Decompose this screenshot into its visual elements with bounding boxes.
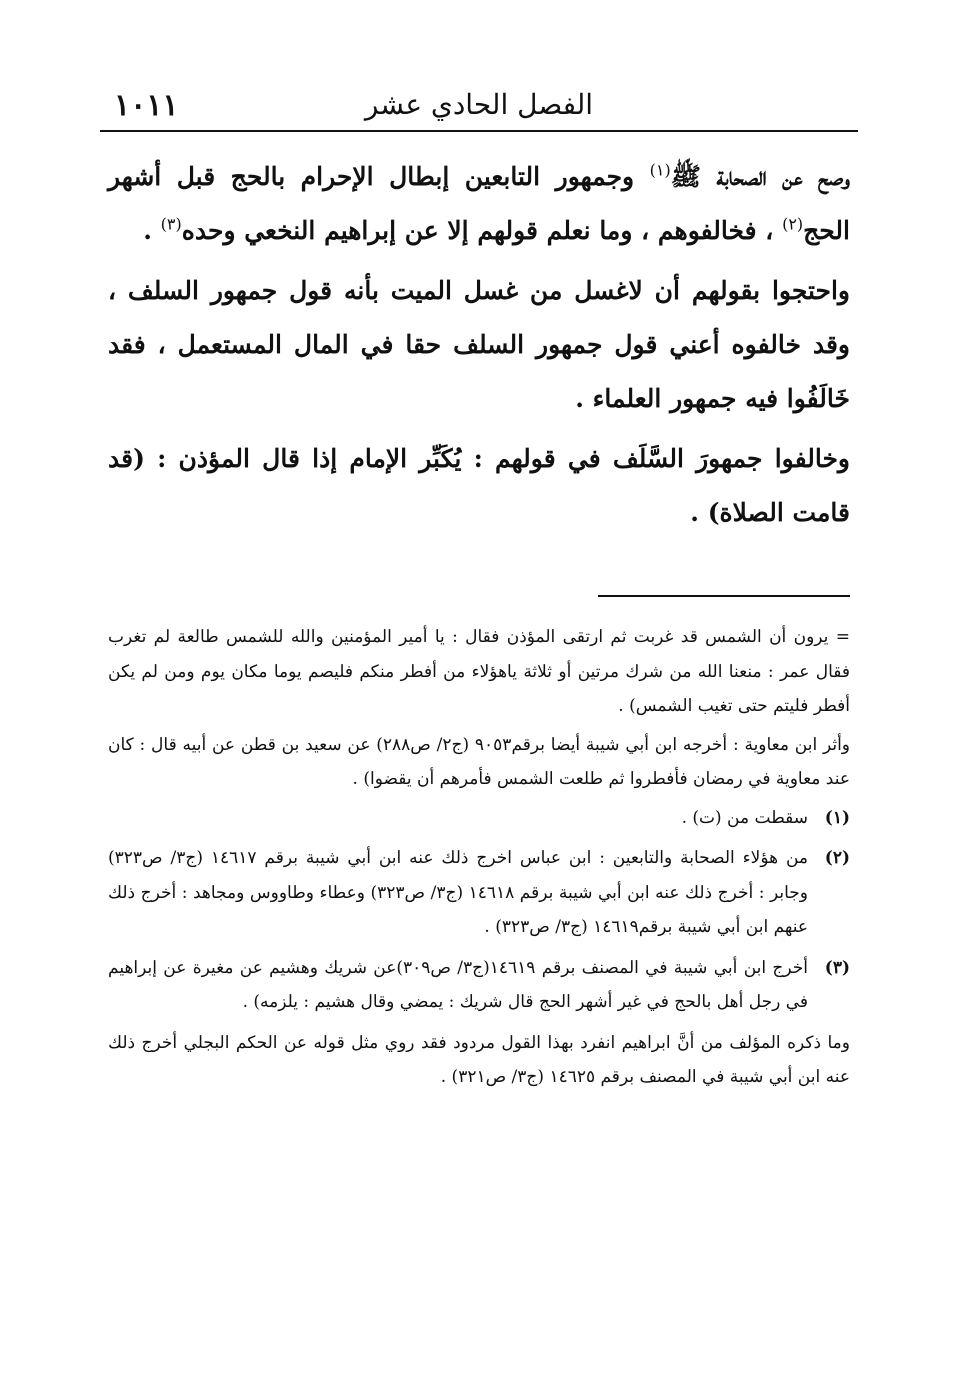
- main-paragraph-2: واحتجوا بقولهم أن لاغسل من غسل الميت بأنه قول جمهور السلف ، وقد خالفوه أعني قول جمهور السلف حقا في المال المستعمل ، فقد خَالَفُوا فيه جمهور العلماء .: [108, 276, 850, 413]
- p1-part2: وجمهور التابعين إبطال الإحرام بالحج قبل أشهر الحج: [108, 162, 850, 245]
- header-rule: [100, 130, 858, 132]
- footnotes: [108, 620, 850, 1099]
- footnote-2: [108, 841, 850, 945]
- chapter-title: الفصل الحادي عشر: [364, 88, 594, 121]
- footnote-number: (١): [824, 807, 850, 828]
- main-paragraph-1: [108, 150, 850, 258]
- p1-part1: وصح عن الصحابة ﷺ: [670, 162, 850, 191]
- p1-part3: ، فخالفوهم ، وما نعلم قولهم إلا عن إبراهيم النخعي وحده: [181, 216, 783, 245]
- main-text: [108, 150, 850, 546]
- footnote-continuation-2: وأثر ابن معاوية : أخرجه ابن أبي شيبة أيضا برقم٩٠٥٣ (ج٢/ ص٢٨٨) عن سعيد بن قطن عن أبيه قال : كان عند معاوية في رمضان فأفطروا ثم طلعت الشمس فأمرهم أن يقضوا) .: [108, 734, 850, 789]
- footnote-1: [108, 801, 850, 836]
- footnote-number: (٣): [824, 957, 850, 978]
- footnote-text: سقطت من (ت) .: [681, 807, 808, 828]
- footnote-ref-2: (٢): [782, 214, 804, 234]
- main-paragraph-3: وخالفوا جمهورَ السَّلَف في قولهم : يُكَبِّر الإمام إذا قال المؤذن : (قد قامت الصلاة) .: [108, 444, 850, 527]
- footnote-text: أخرج ابن أبي شيبة في المصنف برقم ١٤٦١٩(ج٣/ ص٣٠٩)عن شريك وهشيم عن مغيرة عن إبراهيم في رجل أهل بالحج في غير أشهر الحج قال شريك : يمضي وقال هشيم : يلزمه) .: [108, 957, 808, 1012]
- footnote-continuation-1: = يرون أن الشمس قد غربت ثم ارتقى المؤذن فقال : يا أمير المؤمنين والله للشمس طالعة لم تغرب فقال عمر : منعنا الله من شرك مرتين أو ثلاثة ياهؤلاء من أفطر منكم فليصم يوما مكان يوم ومن لم يكن أفطر فليتم حتى تغيب الشمس) .: [108, 627, 850, 716]
- footnote-continuation-3: وما ذكره المؤلف من أنَّ ابراهيم انفرد بهذا القول مردود فقد روي مثل قوله عن الحكم البجلي أخرج ذلك عنه ابن أبي شيبة في المصنف برقم ١٤٦٢٥ (ج٣/ ص٣٢١) .: [108, 1032, 850, 1087]
- page-number: ١٠١١: [114, 88, 179, 123]
- footnote-separator: [598, 595, 850, 597]
- footnote-text: من هؤلاء الصحابة والتابعين : ابن عباس اخرج ذلك عنه ابن أبي شيبة برقم ١٤٦١٧ (ج٣/ ص٣٢٣) وجابر : أخرج ذلك عنه ابن أبي شيبة برقم ١٤٦١٨ (ج٣/ ص٣٢٣) وعطاء وطاووس ومجاهد : أخرج ذلك عنهم ابن أبي شيبة برقم١٤٦١٩ (ج٣/ ص٣٢٣) .: [108, 848, 809, 937]
- footnote-number: (٢): [824, 848, 850, 868]
- footnote-ref-3: (٣): [160, 214, 182, 234]
- page-header: [100, 84, 858, 132]
- footnote-ref-1: (١): [649, 160, 671, 180]
- p1-part4: .: [143, 216, 161, 245]
- footnote-3: [108, 951, 850, 1020]
